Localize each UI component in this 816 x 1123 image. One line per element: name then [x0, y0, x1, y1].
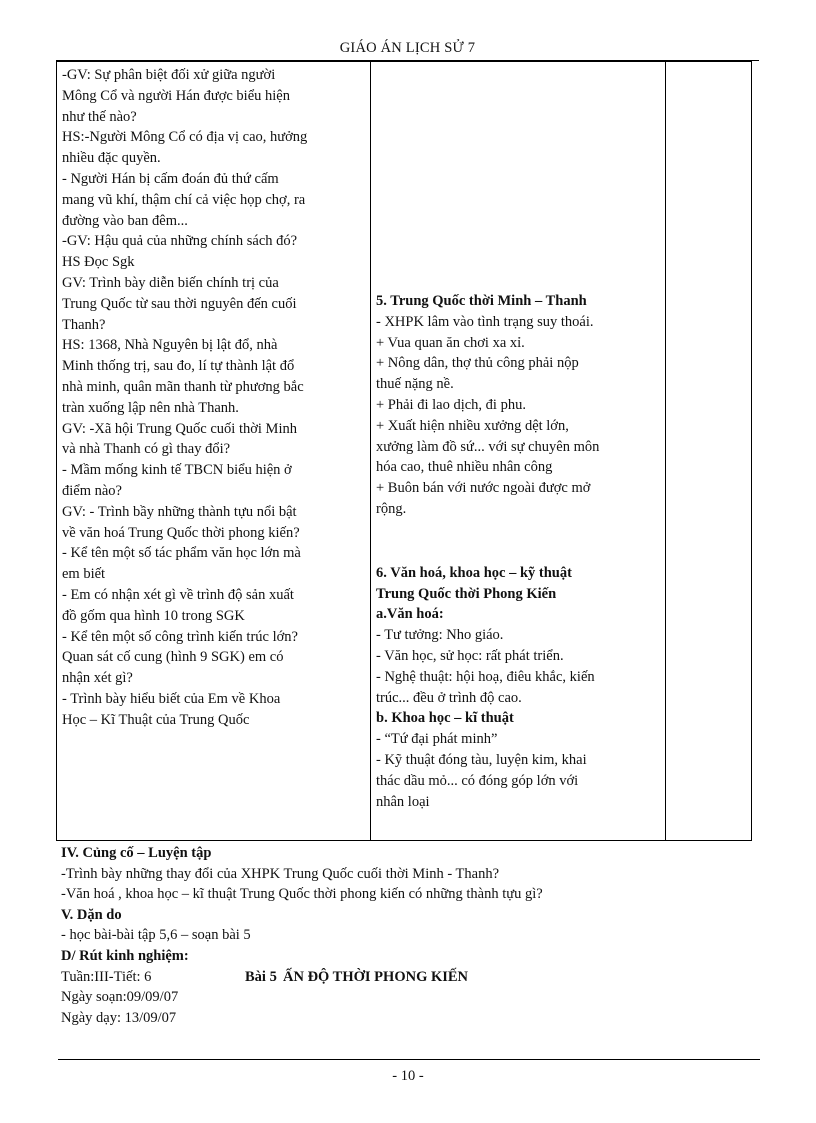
- content-line: hóa cao, thuê nhiều nhân công: [376, 459, 553, 476]
- section-6-heading: 6. Văn hoá, khoa học – kỹ thuật: [376, 564, 572, 581]
- qa-line: - Em có nhận xét gì về trình độ sản xuất: [62, 586, 294, 603]
- qa-line: GV: -Xã hội Trung Quốc cuối thời Minh: [62, 420, 297, 437]
- qa-line: và nhà Thanh có gì thay đổi?: [62, 441, 231, 458]
- qa-line: nhận xét gì?: [62, 670, 133, 687]
- content-line: trúc... đều ở trình độ cao.: [376, 689, 522, 706]
- content-line: nhân loại: [376, 793, 430, 810]
- qa-line: tràn xuống lập nên nhà Thanh.: [62, 399, 239, 416]
- content-line: - XHPK lâm vào tình trạng suy thoái.: [376, 313, 594, 330]
- teach-date: Ngày dạy: 13/09/07: [61, 1009, 177, 1026]
- table-row: [57, 62, 752, 841]
- qa-line: HS:-Người Mông Cổ có địa vị cao, hưởng: [62, 129, 308, 146]
- content-line: + Xuất hiện nhiều xưởng dệt lớn,: [376, 417, 569, 434]
- qa-line: Trung Quốc từ sau thời nguyên đến cuối: [62, 295, 297, 312]
- section-6: [376, 563, 659, 813]
- subsection-b-heading: b. Khoa học – kĩ thuật: [376, 710, 514, 727]
- content-line: - Tư tưởng: Nho giáo.: [376, 627, 504, 644]
- qa-line: về văn hoá Trung Quốc thời phong kiến?: [62, 524, 300, 541]
- qa-line: -GV: Hậu quả của những chính sách đó?: [62, 233, 298, 250]
- qa-line: -GV: Sự phân biệt đối xử giữa người: [62, 67, 276, 83]
- qa-line: GV: - Trình bầy những thành tựu nổi bật: [62, 503, 297, 520]
- qa-line: điểm nào?: [62, 482, 122, 499]
- qa-line: như thế nào?: [62, 108, 137, 125]
- qa-line: - Người Hán bị cấm đoán đủ thứ cấm: [62, 170, 279, 187]
- content-line: + Phải đi lao dịch, đi phu.: [376, 396, 526, 413]
- qa-line: mang vũ khí, thậm chí cả việc họp chợ, ra: [62, 191, 306, 208]
- content-line: - “Tứ đại phát minh”: [376, 731, 498, 748]
- qa-line: - Kể tên một số công trình kiến trúc lớn?: [62, 628, 298, 645]
- content-line: - Kỹ thuật đóng tàu, luyện kim, khai: [376, 751, 587, 768]
- qa-list: [62, 65, 364, 731]
- subsection-a-heading: a.Văn hoá:: [376, 606, 444, 623]
- content-line: + Buôn bán với nước ngoài được mở: [376, 480, 591, 497]
- lesson-content-cell: [371, 62, 666, 841]
- qa-line: nhiều đặc quyền.: [62, 150, 161, 167]
- page-header-title: GIÁO ÁN LỊCH SỬ 7: [339, 40, 476, 56]
- spacer: [376, 520, 659, 563]
- qa-line: em biết: [62, 566, 106, 583]
- content-line: + Vua quan ăn chơi xa xỉ.: [376, 334, 525, 351]
- spacer: [376, 62, 659, 291]
- lesson-title: ẤN ĐỘ THỜI PHONG KIẾN: [283, 968, 469, 985]
- qa-line: đường vào ban đêm...: [62, 212, 188, 229]
- qa-line: Mông Cổ và người Hán được biểu hiện: [62, 87, 290, 104]
- qa-line: HS: 1368, Nhà Nguyên bị lật đổ, nhà: [62, 337, 278, 354]
- section-6-heading-cont: Trung Quốc thời Phong Kiến: [376, 585, 557, 602]
- teacher-student-activity-cell: [57, 62, 371, 841]
- week-period: Tuần:III-Tiết: 6: [61, 968, 152, 985]
- lesson-number: Bài 5: [245, 968, 277, 985]
- content-line: - Nghệ thuật: hội hoạ, điêu khắc, kiến: [376, 668, 595, 685]
- next-lesson-row: [61, 967, 761, 988]
- experience-heading: D/ Rút kinh nghiệm:: [61, 947, 189, 964]
- content-line: xưởng làm đồ sứ... với sự chuyên môn: [376, 438, 600, 455]
- qa-line: - Trình bày hiểu biết của Em về Khoa: [62, 690, 281, 707]
- prep-date: Ngày soạn:09/09/07: [61, 989, 179, 1006]
- lesson-wrapup: [61, 843, 761, 1028]
- page-number: - 10 -: [392, 1068, 424, 1084]
- qa-line: GV: Trình bày diễn biến chính trị của: [62, 274, 279, 291]
- qa-line: - Kể tên một số tác phẩm văn học lớn mà: [62, 545, 301, 562]
- lesson-table: [56, 61, 752, 841]
- homework-line: - học bài-bài tập 5,6 – soạn bài 5: [61, 927, 251, 944]
- qa-line: đồ gốm qua hình 10 trong SGK: [62, 607, 245, 624]
- section-5-heading: 5. Trung Quốc thời Minh – Thanh: [376, 293, 587, 309]
- review-question: -Văn hoá , khoa học – kĩ thuật Trung Quốc thời phong kiến có những thành tựu gì?: [61, 886, 543, 903]
- qa-line: - Mầm mống kinh tế TBCN biểu hiện ở: [62, 462, 292, 479]
- section-5: [376, 291, 659, 520]
- homework-heading: V. Dặn do: [61, 906, 122, 923]
- review-heading: IV. Củng cố – Luyện tập: [61, 845, 212, 861]
- content-line: thuế nặng nề.: [376, 376, 454, 393]
- content-line: rộng.: [376, 500, 407, 517]
- content-line: + Nông dân, thợ thủ công phải nộp: [376, 355, 579, 372]
- qa-line: nhà minh, quân mãn thanh từ phương bắc: [62, 378, 304, 395]
- qa-line: HS Đọc Sgk: [62, 254, 135, 271]
- content-line: thác dầu mỏ... có đóng góp lớn với: [376, 772, 579, 789]
- qa-line: Thanh?: [62, 316, 106, 333]
- footer-divider: [58, 1059, 760, 1060]
- empty-cell: [666, 62, 752, 841]
- qa-line: Minh thống trị, sau đo, lí tự thành lật đổ: [62, 358, 295, 375]
- qa-line: Quan sát cố cung (hình 9 SGK) em có: [62, 649, 284, 666]
- qa-line: Học – Kĩ Thuật của Trung Quốc: [62, 711, 250, 728]
- content-line: - Văn học, sử học: rất phát triển.: [376, 647, 564, 664]
- review-question: -Trình bày những thay đổi của XHPK Trung Quốc cuối thời Minh - Thanh?: [61, 865, 500, 882]
